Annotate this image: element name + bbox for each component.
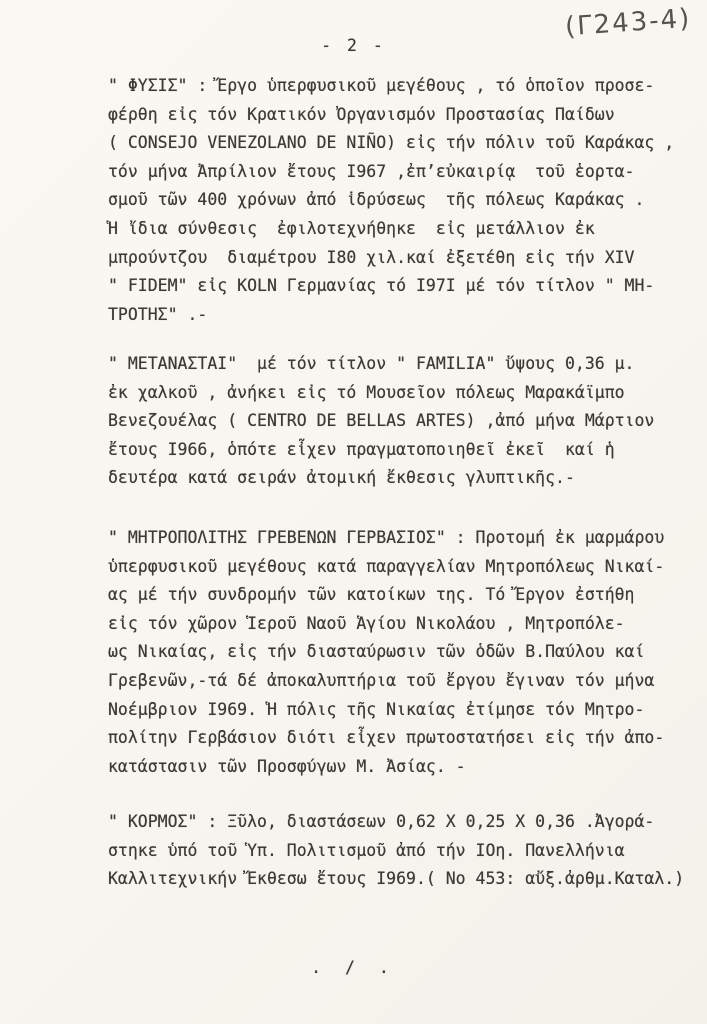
text-line: ἐκ χαλκοῦ , ἀνήκει εἰς τό Μουσεῖον πόλεως Μαρακάϊμπο [108,382,625,402]
text-line: ας μέ τήν συνδρομήν τῶν κατοίκων της. Τό Ἔργον ἐστήθη [108,585,635,605]
text-line: ἔτους I966, ὁπότε εἶχεν πραγματοποιηθεῖ ἐκεῖ καί ἡ [108,439,615,459]
text-line: δευτέρα κατά σειράν ἀτομική ἔκθεσις γλυπτικῆς.- [108,468,575,488]
text-line: ( CONSEJO VENEZOLANO DE NIÑO) εἰς τήν πόλιν τοῦ Καράκας , [108,133,675,153]
paragraph-kormos [108,808,683,894]
text-line: " ΜΗΤΡΟΠΟΛΙΤΗΣ ΓΡΕΒΕΝΩΝ ΓΕΡΒΑΣΙΟΣ" : Προτομή ἐκ μαρμάρου [108,528,665,547]
text-line: ὑπερφυσικοῦ μεγέθους κατά παραγγελίαν Μητροπόλεως Νικαί- [108,556,665,576]
text-line: πολίτην Γερβάσιον διότι εἶχεν πρωτοστατήσει εἰς τήν ἀπο- [108,728,665,748]
text-line: " ΦΥΣΙΣ" : Ἔργο ὑπερφυσικοῦ μεγέθους , τό ὁποῖον προσε- [108,76,655,95]
text-line: κατάστασιν τῶν Προσφύγων Μ. Ἀσίας. - [108,756,466,776]
text-line: ΤΡΟΤΗΣ" .- [108,304,208,324]
text-line: Καλλιτεχνικήν Ἔκθεσω ἔτους I969.( Νο 453: αὔξ.ἀρθμ.Καταλ.) [108,869,685,889]
text-line: σμοῦ τῶν 400 χρόνων ἀπό ἱδρύσεως τῆς πόλεως Καράκας . [108,190,645,210]
text-line: φέρθη εἰς τόν Κρατικόν Ὀργανισμόν Προστασίας Παίδων [108,104,615,124]
text-line: Νοέμβριον I969. Ἡ πόλις τῆς Νικαίας ἐτίμησε τόν Μητρο- [108,699,645,719]
text-line: " ΚΟΡΜΟΣ" : Ξῦλο, διαστάσεων 0,62 Χ 0,25 Χ 0,36 .Ἀγορά- [108,812,655,831]
paragraph-mitropolitis [108,524,683,781]
text-line: στηκε ὑπό τοῦ Ὑπ. Πολιτισμοῦ ἀπό τήν IOη. Πανελλήνια [108,840,625,860]
text-line: τόν μήνα Ἀπρίλιον ἔτους I967 ,ἐπ’εὐκαιρίᾳ τοῦ ἑορτα- [108,161,635,181]
continuation-mark: . / . [311,958,396,977]
text-line: ως Νικαίας, εἰς τήν διασταύρωσιν τῶν ὁδῶν Β.Παύλου καί [108,642,645,662]
text-line: Βενεζουέλας ( CENTRO DE BELLAS ARTES) ,ἀπό μήνα Μάρτιον [108,411,655,431]
text-line: μπρούντζου διαμέτρου I80 χιλ.καί ἐξετέθη εἰς τήν XIV [108,247,635,267]
text-line: εἰς τόν χῶρον Ἱεροῦ Ναοῦ Ἁγίου Νικολάου , Μητροπόλε- [108,613,625,633]
text-line: " ΜΕΤΑΝΑΣΤΑΙ" μέ τόν τίτλον " FAMILIA" ὕψους 0,36 μ. [108,354,635,373]
paragraph-metanastai [108,350,683,493]
text-line: " FIDEM" εἰς KOLN Γερμανίας τό I97I μέ τόν τίτλον " ΜΗ- [108,276,655,296]
text-line: Γρεβενῶν,-τά δέ ἀποκαλυπτήρια τοῦ ἔργου ἔγιναν τόν μήνα [108,670,655,690]
page-number: - 2 - [321,36,386,55]
paragraph-fysis [108,72,683,329]
text-line: Ἡ ἴδια σύνθεσις ἐφιλοτεχνήθηκε εἰς μετάλλιον ἐκ [108,218,595,238]
handwritten-annotation: (Γ243-4) [563,3,692,43]
